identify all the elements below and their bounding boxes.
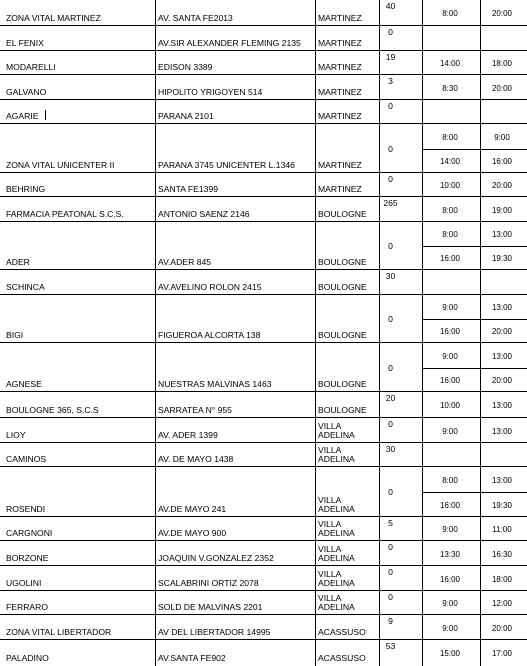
row-divider (0, 342, 379, 343)
open-time: 16:00 (439, 254, 461, 263)
row-divider (0, 25, 379, 26)
stock-quantity: 0 (388, 362, 393, 373)
pharmacy-address: SARRATEA N° 955 (158, 405, 232, 415)
row-divider (379, 565, 527, 566)
stock-quantity: 265 (383, 198, 398, 208)
pharmacy-city: ACASSUSO (318, 653, 366, 663)
pharmacy-address: NUESTRAS MALVINAS 1463 (158, 379, 272, 389)
stock-quantity: 0 (388, 241, 393, 251)
text-cursor (45, 110, 46, 120)
row-divider (0, 391, 379, 392)
row-divider (379, 123, 527, 124)
pharmacy-name: GALVANO (6, 87, 47, 97)
pharmacy-name: BIGI (6, 330, 24, 340)
pharmacy-city: VILLA ADELINA (318, 421, 355, 440)
pharmacy-name: CAMINOS (6, 454, 47, 464)
close-time: 20:00 (491, 9, 513, 18)
stock-quantity: 5 (388, 518, 393, 528)
stock-quantity: 0 (388, 487, 393, 497)
pharmacy-name: ZONA VITAL LIBERTADOR (6, 627, 112, 637)
row-divider (0, 516, 379, 517)
row-divider (0, 269, 379, 270)
pharmacy-address: HIPOLITO YRIGOYEN 514 (158, 87, 263, 97)
close-time: 16:30 (491, 549, 513, 559)
pharmacy-city: MARTINEZ (318, 87, 362, 97)
stock-quantity: 30 (385, 271, 396, 281)
pharmacy-address: SOLD DE MALVINAS 2201 (158, 602, 263, 612)
close-time: 19:30 (491, 254, 513, 263)
row-divider (0, 614, 379, 615)
open-time: 8:30 (442, 83, 458, 93)
pharmacy-name: PALADINO (6, 653, 49, 663)
row-divider (379, 172, 527, 173)
pharmacy-city: VILLA ADELINA (318, 519, 355, 538)
stock-quantity: 0 (388, 314, 393, 324)
close-time: 11:00 (492, 525, 512, 534)
close-time: 17:00 (491, 649, 513, 658)
pharmacy-address: AV. DE MAYO 1438 (158, 454, 234, 464)
open-time: 14:00 (439, 157, 461, 166)
pharmacy-name: EL FENIX (6, 38, 44, 48)
pharmacy-city: MARTINEZ (318, 62, 362, 72)
pharmacy-address: ANTONIO SAENZ 2146 (158, 209, 250, 219)
row-divider (379, 639, 527, 640)
close-time: 20:00 (491, 623, 513, 633)
pharmacy-address: PARANA 2101 (158, 111, 214, 121)
pharmacy-address: AV.AVELINO ROLON 2415 (158, 282, 262, 292)
pharmacy-name: ADER (6, 257, 30, 267)
pharmacy-name: ROSENDI (6, 504, 46, 514)
row-divider (0, 417, 379, 418)
row-divider (0, 196, 379, 197)
open-time: 16:00 (439, 574, 461, 584)
close-time: 13:00 (491, 475, 513, 485)
pharmacy-address: JOAQUIN V.GONZALEZ 2352 (158, 553, 274, 563)
pharmacy-address: AV DEL LIBERTADOR 14995 (158, 627, 271, 637)
close-time: 20:00 (491, 327, 513, 336)
row-divider (379, 294, 527, 295)
open-time: 14:00 (439, 59, 461, 68)
pharmacy-name: BORZONE (6, 553, 49, 563)
row-divider (379, 50, 527, 51)
close-time: 20:00 (491, 376, 513, 385)
pharmacy-name: ZONA VITAL MARTINEZ (6, 13, 101, 23)
pharmacy-address: AV.ADER 845 (158, 257, 212, 267)
pharmacy-address: PARANA 3745 UNICENTER L.1346 (158, 160, 295, 170)
row-divider (379, 614, 527, 615)
row-divider (0, 221, 379, 222)
stock-quantity: 9 (388, 616, 393, 626)
close-time: 20:00 (491, 83, 513, 93)
row-divider (0, 294, 379, 295)
row-divider (0, 540, 379, 541)
row-divider (0, 50, 379, 51)
open-time: 16:00 (439, 327, 461, 336)
row-divider (0, 639, 379, 640)
stock-quantity: 0 (388, 567, 393, 577)
row-divider (379, 196, 527, 197)
pharmacy-name: BOULOGNE 365, S.C.S (6, 405, 99, 415)
row-divider (379, 417, 527, 418)
pharmacy-address: AV.SIR ALEXANDER FLEMING 2135 (158, 38, 301, 48)
stock-quantity: 30 (385, 444, 396, 454)
pharmacy-city: BOULOGNE (318, 257, 367, 267)
pharmacy-city: VILLA ADELINA (318, 445, 355, 464)
stock-quantity: 0 (388, 542, 393, 552)
stock-quantity: 20 (385, 393, 396, 403)
stock-quantity: 0 (388, 419, 393, 429)
pharmacy-name: BEHRING (6, 184, 46, 194)
time-slot-divider (422, 246, 527, 247)
open-time: 8:00 (442, 475, 458, 485)
stock-quantity: 53 (385, 641, 396, 651)
pharmacy-city: BOULOGNE (318, 330, 367, 340)
stock-quantity: 19 (385, 52, 396, 62)
close-time: 18:00 (491, 59, 513, 68)
pharmacy-name: SCHINCA (6, 282, 45, 292)
row-divider (379, 540, 527, 541)
stock-quantity: 0 (388, 101, 393, 111)
open-time: 9:00 (442, 525, 458, 534)
open-time: 8:00 (442, 9, 458, 18)
open-time: 9:00 (442, 303, 458, 312)
pharmacy-city: MARTINEZ (318, 13, 362, 23)
stock-quantity: 0 (388, 143, 393, 154)
open-time: 10:00 (439, 181, 461, 190)
pharmacy-address: EDISON 3389 (158, 62, 213, 72)
open-time: 10:00 (439, 401, 461, 410)
row-divider (379, 590, 527, 591)
row-divider (379, 25, 527, 26)
close-time: 9:00 (494, 132, 510, 142)
time-slot-divider (422, 368, 527, 369)
stock-quantity: 40 (385, 1, 396, 11)
stock-quantity: 0 (388, 174, 393, 184)
row-divider (379, 99, 527, 100)
close-time: 13:00 (491, 401, 513, 410)
open-time: 15:00 (439, 649, 461, 658)
row-divider (379, 466, 527, 467)
pharmacy-address: SCALABRINI ORTIZ 2078 (158, 578, 259, 588)
pharmacy-name: MODARELLI (6, 62, 56, 72)
pharmacy-name: AGARIE (6, 111, 39, 121)
row-divider (0, 565, 379, 566)
close-time: 19:30 (491, 500, 513, 510)
row-divider (0, 99, 379, 100)
pharmacy-city: BOULOGNE (318, 209, 367, 219)
row-divider (0, 466, 379, 467)
row-divider (0, 442, 379, 443)
close-time: 13:00 (491, 351, 513, 361)
pharmacy-name: FERRARO (6, 602, 49, 612)
open-time: 8:00 (442, 230, 458, 239)
stock-quantity: 3 (388, 76, 393, 86)
pharmacy-address: SANTA FE1399 (158, 184, 219, 194)
pharmacy-city: BOULOGNE (318, 405, 367, 415)
time-slot-divider (422, 149, 527, 150)
time-slot-divider (422, 319, 527, 320)
row-divider (379, 74, 527, 75)
row-divider (0, 172, 379, 173)
row-divider (379, 442, 527, 443)
close-time: 19:00 (491, 205, 513, 215)
pharmacy-address: AV. SANTA FE2013 (158, 13, 233, 23)
pharmacy-city: BOULOGNE (318, 282, 367, 292)
pharmacy-name: AGNESE (6, 379, 42, 389)
open-time: 9:00 (442, 599, 458, 608)
pharmacy-city: VILLA ADELINA (318, 544, 355, 563)
pharmacy-address: AV.DE MAYO 900 (158, 528, 227, 538)
close-time: 13:00 (491, 303, 513, 312)
stock-quantity: 0 (388, 592, 393, 602)
row-divider (379, 269, 527, 270)
pharmacy-name: ZONA VITAL UNICENTER II (6, 160, 115, 170)
row-divider (379, 391, 527, 392)
open-time: 9:00 (442, 351, 458, 361)
time-slot-divider (422, 492, 527, 493)
close-time: 20:00 (491, 181, 513, 190)
open-time: 8:00 (442, 205, 458, 215)
pharmacy-city: VILLA ADELINA (318, 495, 355, 514)
open-time: 8:00 (442, 132, 458, 142)
close-time: 13:00 (491, 230, 513, 239)
close-time: 13:00 (491, 426, 513, 436)
pharmacy-city: MARTINEZ (318, 111, 362, 121)
pharmacy-name: LIOY (6, 430, 26, 440)
pharmacy-city: MARTINEZ (318, 160, 362, 170)
pharmacy-city: ACASSUSO (318, 627, 366, 637)
pharmacy-address: AV.SANTA FE902 (158, 653, 226, 663)
open-time: 9:00 (442, 426, 458, 436)
row-divider (0, 74, 379, 75)
close-time: 12:00 (491, 599, 513, 608)
row-divider (379, 221, 527, 222)
pharmacy-city: MARTINEZ (318, 184, 362, 194)
pharmacy-address: AV.DE MAYO 241 (158, 504, 227, 514)
stock-quantity: 0 (388, 27, 393, 37)
close-time: 18:00 (491, 574, 513, 584)
pharmacy-city: VILLA ADELINA (318, 593, 355, 612)
open-time: 16:00 (439, 376, 461, 385)
pharmacy-name: FARMACIA PEATONAL S.C.S. (6, 209, 124, 219)
open-time: 13:30 (439, 549, 461, 559)
open-time: 16:00 (439, 500, 461, 510)
pharmacy-address: FIGUEROA ALCORTA 138 (158, 330, 261, 340)
row-divider (0, 123, 379, 124)
close-time: 16:00 (491, 157, 513, 166)
pharmacy-city: BOULOGNE (318, 379, 367, 389)
open-time: 9:00 (442, 623, 458, 633)
row-divider (379, 342, 527, 343)
row-divider (0, 590, 379, 591)
pharmacy-city: VILLA ADELINA (318, 569, 355, 588)
row-divider (379, 516, 527, 517)
pharmacy-address: AV. ADER 1399 (158, 430, 218, 440)
pharmacy-name: CARGNONI (6, 528, 53, 538)
pharmacy-city: MARTINEZ (318, 38, 362, 48)
pharmacy-name: UGOLINI (6, 578, 42, 588)
